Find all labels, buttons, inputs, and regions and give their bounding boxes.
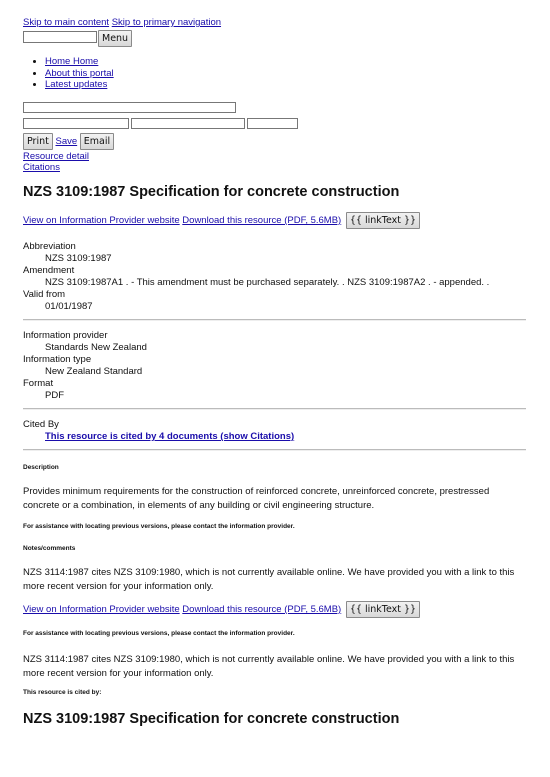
provider-label: Information provider	[23, 330, 108, 341]
view-provider-link[interactable]: View on Information Provider website	[23, 215, 180, 227]
resource-tabs	[23, 151, 89, 173]
search-input[interactable]	[23, 31, 97, 43]
form-field-3[interactable]	[247, 118, 298, 129]
menu-button[interactable]: Menu	[98, 30, 132, 47]
format-label: Format	[23, 378, 54, 389]
cited-by-label: Cited By	[23, 419, 59, 430]
tab-citations[interactable]: Citations	[23, 162, 60, 173]
description-heading: Description	[23, 464, 59, 471]
divider	[23, 408, 526, 410]
notes-text: NZS 3114:1987 cites NZS 3109:1980, which is not currently available online. We have provided you with a link to this more recent version for your information only.	[23, 567, 515, 592]
download-link[interactable]: Download this resource (PDF, 5.6MB)	[182, 215, 342, 227]
nav-item-about: • About this portal	[45, 68, 114, 80]
email-button[interactable]: Email	[80, 133, 114, 150]
form-field-2[interactable]	[131, 118, 245, 129]
format-value: PDF	[45, 390, 64, 401]
valid-from-label: Valid from	[23, 289, 66, 300]
resource-links	[23, 212, 420, 229]
tab-resource-detail[interactable]: Resource detail	[23, 151, 90, 162]
resource-links-repeat	[23, 601, 420, 618]
print-button[interactable]: Print	[23, 133, 53, 150]
cited-by-value	[45, 431, 294, 442]
provider-value: Standards New Zealand	[45, 342, 147, 353]
notes-text-repeat: NZS 3114:1987 cites NZS 3109:1980, which is not currently available online. We have provided you with a link to this more recent version for your information only.	[23, 654, 515, 679]
assistance-note: For assistance with locating previous versions, please contact the information provider.	[23, 630, 295, 637]
download-link[interactable]: Download this resource (PDF, 5.6MB)	[182, 604, 342, 616]
form-field-1[interactable]	[23, 118, 129, 129]
notes-heading: Notes/comments	[23, 545, 76, 552]
nav-item-home: • Home Home	[45, 56, 114, 68]
divider	[23, 449, 526, 451]
form-field-wide[interactable]	[23, 102, 236, 113]
assistance-note: For assistance with locating previous versions, please contact the information provider.	[23, 523, 295, 530]
toolbar	[23, 133, 114, 150]
page-title: NZS 3109:1987 Specification for concrete construction	[23, 184, 400, 200]
valid-from-value: 01/01/1987	[45, 301, 93, 312]
link-text-button[interactable]: {{ linkText }}	[346, 212, 420, 229]
description-text: Provides minimum requirements for the construction of reinforced concrete, unreinforced concrete, prestressed concrete or a combination, in elements of any building or civil engineering structure.	[23, 486, 490, 511]
amendment-label: Amendment	[23, 265, 75, 276]
abbreviation-label: Abbreviation	[23, 241, 76, 252]
amendment-value: NZS 3109:1987A1 . - This amendment must be purchased separately. . NZS 3109:1987A2 . - appended. .	[45, 277, 490, 288]
divider	[23, 319, 526, 321]
skip-links	[23, 17, 221, 28]
skip-to-nav-link[interactable]: Skip to primary navigation	[111, 17, 222, 28]
info-type-label: Information type	[23, 354, 92, 365]
view-provider-link[interactable]: View on Information Provider website	[23, 604, 180, 616]
cited-by-heading: This resource is cited by:	[23, 689, 102, 696]
nav-item-latest: • Latest updates	[45, 79, 114, 91]
link-text-button[interactable]: {{ linkText }}	[346, 601, 420, 618]
info-type-value: New Zealand Standard	[45, 366, 143, 377]
show-citations-link[interactable]: This resource is cited by 4 documents (show Citations)	[45, 431, 295, 442]
primary-nav	[23, 56, 114, 91]
page-title-repeat: NZS 3109:1987 Specification for concrete construction	[23, 711, 400, 727]
abbreviation-value: NZS 3109:1987	[45, 253, 112, 264]
save-link[interactable]: Save	[55, 136, 78, 147]
skip-to-main-link[interactable]: Skip to main content	[23, 17, 110, 28]
